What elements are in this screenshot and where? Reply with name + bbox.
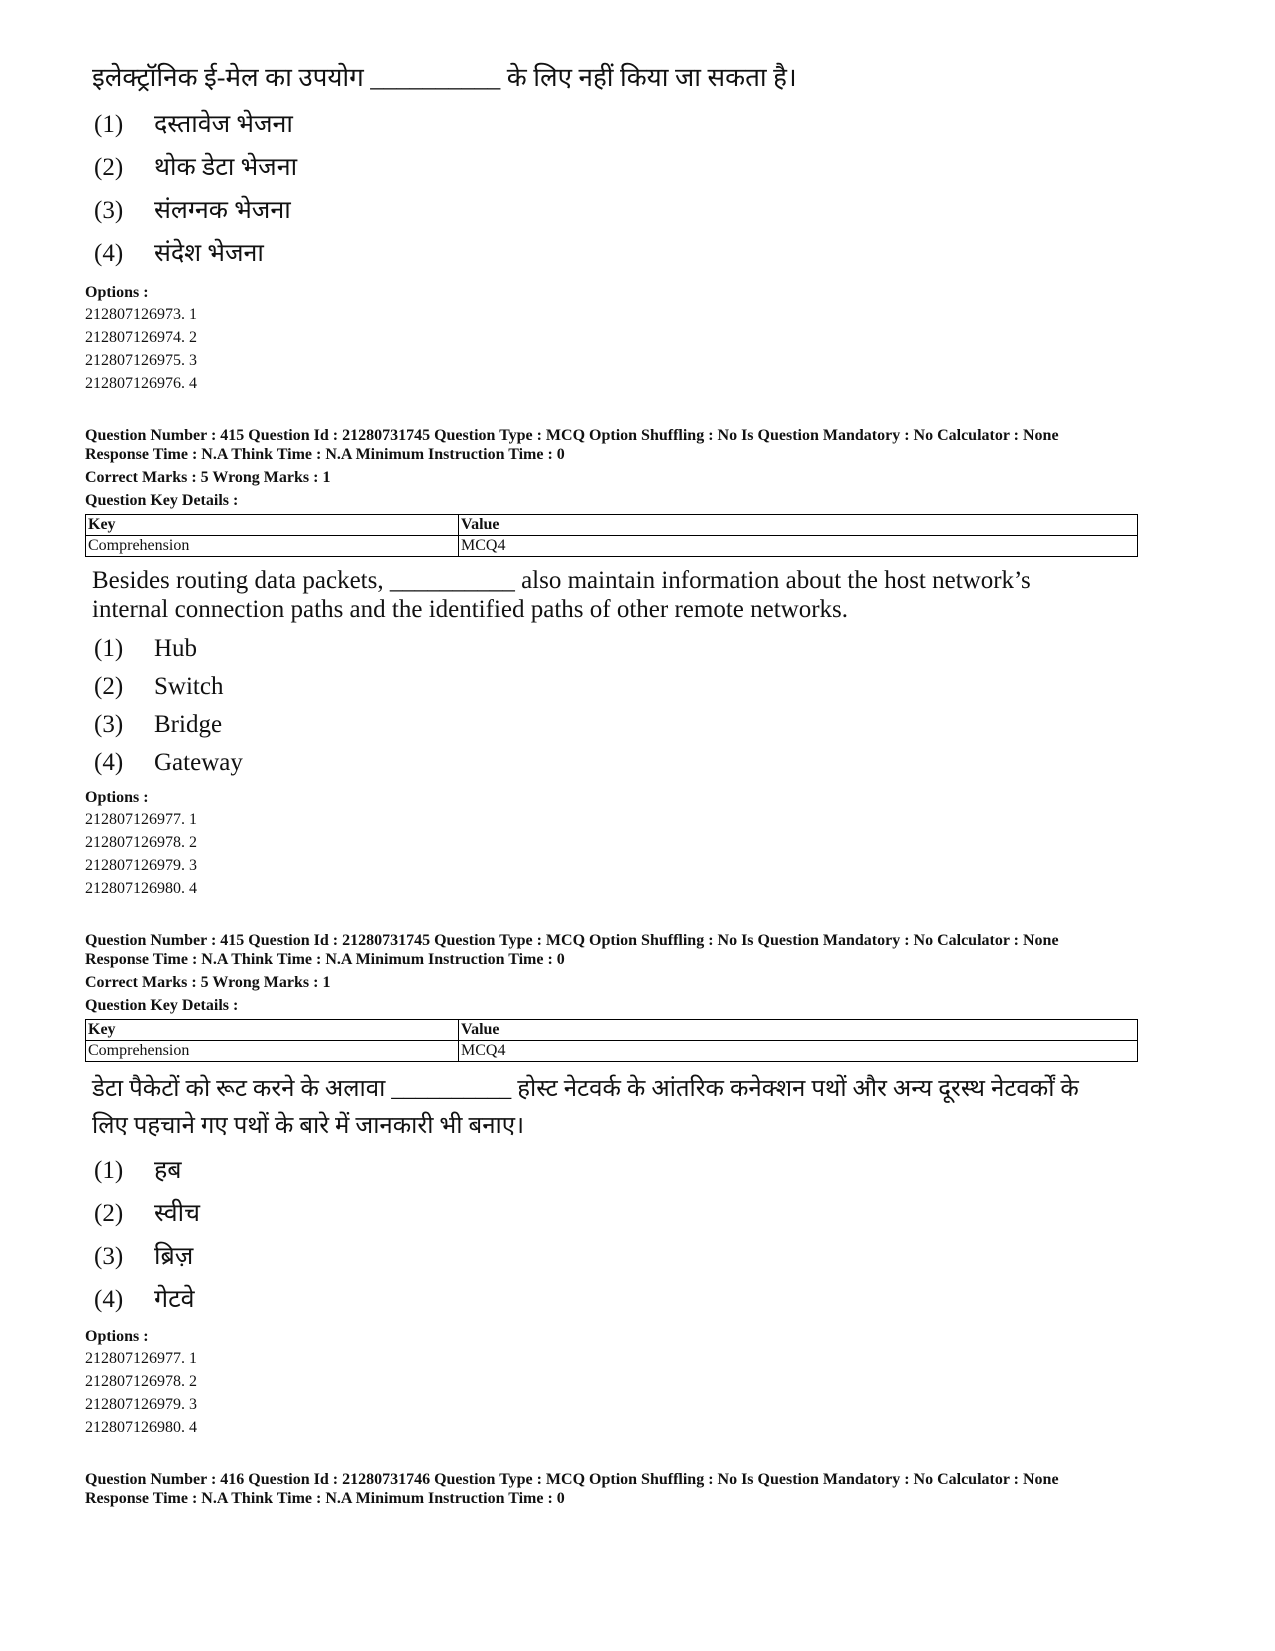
- choice-4: [94, 1285, 195, 1315]
- table-row: [86, 1041, 1138, 1062]
- key-details-table: [85, 1019, 1138, 1062]
- question-meta-line2: Response Time : N.A Think Time : N.A Minimum Instruction Time : 0: [85, 951, 565, 968]
- question-stem-line1: Besides routing data packets, __________ also maintain information about the host network’s: [92, 567, 1031, 594]
- options-label: Options :: [85, 284, 149, 301]
- choice-text: संलग्नक भेजना: [154, 197, 291, 224]
- question-stem-line1: डेटा पैकेटों को रूट करने के अलावा __________ होस्ट नेटवर्क के आंतरिक कनेक्शन पथों और अन्य दूरस्थ नेटवर्कों के: [92, 1076, 1079, 1102]
- question-marks: Correct Marks : 5 Wrong Marks : 1: [85, 469, 331, 486]
- table-header-row: [86, 1020, 1138, 1041]
- question-meta-line2: Response Time : N.A Think Time : N.A Minimum Instruction Time : 0: [85, 1490, 565, 1507]
- choice-1: [94, 634, 197, 664]
- choice-3: [94, 710, 222, 740]
- question-marks: Correct Marks : 5 Wrong Marks : 1: [85, 974, 331, 991]
- choice-2: [94, 672, 223, 702]
- table-cell-key: Comprehension: [86, 1041, 459, 1062]
- choice-number: (4): [94, 1286, 124, 1313]
- option-id: 212807126977. 1: [85, 1350, 197, 1367]
- option-id: 212807126978. 2: [85, 1373, 197, 1390]
- table-cell-key: Comprehension: [86, 536, 459, 557]
- choice-number: (3): [94, 711, 124, 738]
- option-id: 212807126976. 4: [85, 375, 197, 392]
- table-header-value: Value: [459, 1020, 1138, 1041]
- choice-4: [94, 239, 264, 269]
- option-id: 212807126979. 3: [85, 857, 197, 874]
- choice-number: (3): [94, 197, 124, 224]
- question-stem-line2: लिए पहचाने गए पथों के बारे में जानकारी भी बनाए।: [92, 1113, 525, 1139]
- option-id: 212807126974. 2: [85, 329, 197, 346]
- choice-text: Switch: [154, 673, 224, 700]
- options-label: Options :: [85, 1328, 149, 1345]
- choice-number: (2): [94, 1200, 124, 1227]
- choice-text: Bridge: [154, 711, 223, 738]
- table-cell-value: MCQ4: [459, 1041, 1138, 1062]
- question-key-details-label: Question Key Details :: [85, 997, 239, 1014]
- table-header-value: Value: [459, 515, 1138, 536]
- choice-text: Hub: [154, 635, 198, 662]
- choice-number: (2): [94, 154, 124, 181]
- choice-text: गेटवे: [154, 1286, 195, 1313]
- choice-1: [94, 110, 293, 140]
- key-details-table: [85, 514, 1138, 557]
- option-id: 212807126979. 3: [85, 1396, 197, 1413]
- choice-4: [94, 748, 243, 778]
- option-id: 212807126977. 1: [85, 811, 197, 828]
- question-meta-line1: Question Number : 415 Question Id : 21280731745 Question Type : MCQ Option Shuffling : No Is Question Mandatory : No Calculator : None: [85, 427, 1059, 444]
- question-meta-line1: Question Number : 415 Question Id : 21280731745 Question Type : MCQ Option Shuffling : No Is Question Mandatory : No Calculator : None: [85, 932, 1059, 949]
- choice-number: (4): [94, 749, 124, 776]
- choice-3: [94, 1242, 193, 1272]
- choice-text: Gateway: [154, 749, 243, 776]
- choice-2: [94, 153, 297, 183]
- choice-number: (1): [94, 1157, 124, 1184]
- table-header-key: Key: [86, 515, 459, 536]
- choice-3: [94, 196, 291, 226]
- choice-text: स्वीच: [154, 1200, 200, 1227]
- choice-number: (1): [94, 635, 124, 662]
- options-label: Options :: [85, 789, 149, 806]
- question-meta-line2: Response Time : N.A Think Time : N.A Minimum Instruction Time : 0: [85, 446, 565, 463]
- option-id: 212807126975. 3: [85, 352, 197, 369]
- table-row: [86, 536, 1138, 557]
- choice-text: ब्रिज़: [154, 1243, 194, 1270]
- choice-number: (4): [94, 240, 124, 267]
- choice-text: हब: [154, 1157, 182, 1184]
- choice-number: (2): [94, 673, 124, 700]
- choice-2: [94, 1199, 200, 1229]
- question-stem-hindi-email: इलेक्ट्रॉनिक ई-मेल का उपयोग __________ के लिए नहीं किया जा सकता है।: [92, 63, 797, 92]
- question-meta-line1: Question Number : 416 Question Id : 21280731746 Question Type : MCQ Option Shuffling : No Is Question Mandatory : No Calculator : None: [85, 1471, 1059, 1488]
- question-key-details-label: Question Key Details :: [85, 492, 239, 509]
- table-header-row: [86, 515, 1138, 536]
- option-id: 212807126980. 4: [85, 1419, 197, 1436]
- option-id: 212807126980. 4: [85, 880, 197, 897]
- choice-number: (3): [94, 1243, 124, 1270]
- choice-text: दस्तावेज भेजना: [154, 111, 293, 138]
- question-stem-line2: internal connection paths and the identified paths of other remote networks.: [92, 596, 849, 623]
- table-header-key: Key: [86, 1020, 459, 1041]
- option-id: 212807126973. 1: [85, 306, 197, 323]
- choice-1: [94, 1156, 182, 1186]
- choice-number: (1): [94, 111, 124, 138]
- option-id: 212807126978. 2: [85, 834, 197, 851]
- choice-text: थोक डेटा भेजना: [154, 154, 298, 181]
- choice-text: संदेश भेजना: [154, 240, 264, 267]
- table-cell-value: MCQ4: [459, 536, 1138, 557]
